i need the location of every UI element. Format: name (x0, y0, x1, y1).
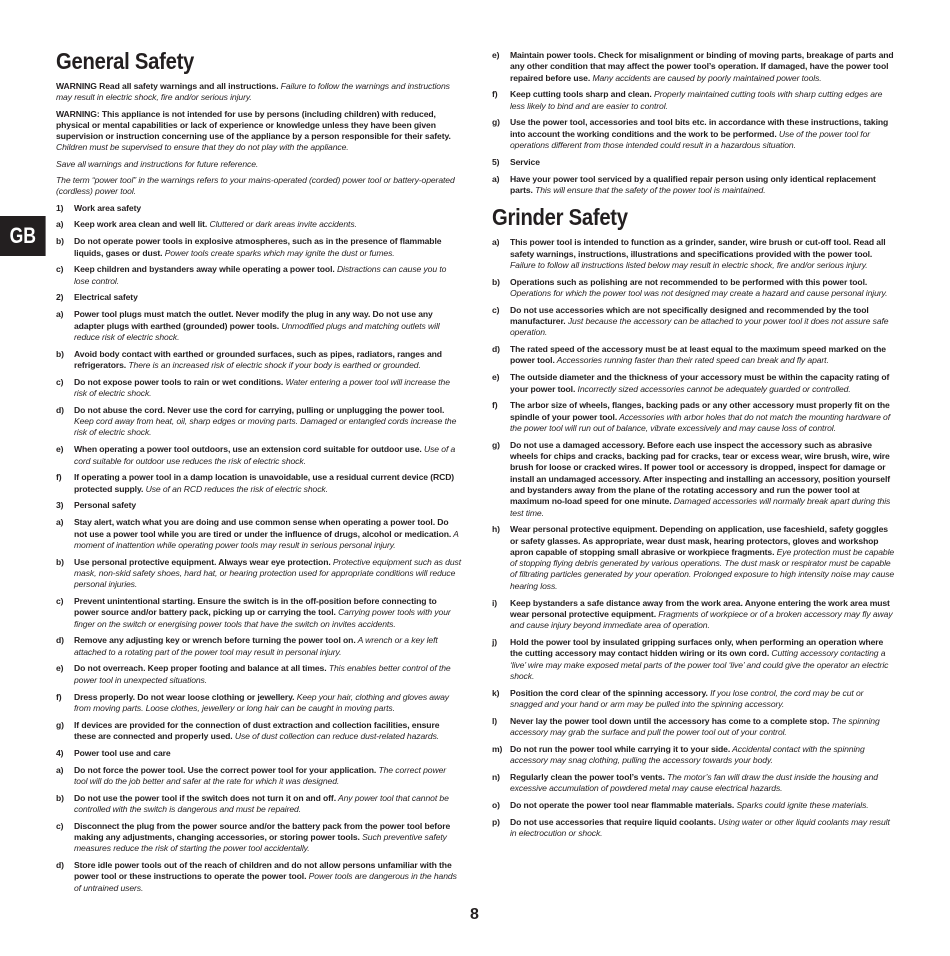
list-item-text (510, 277, 897, 300)
list-marker: g) (56, 719, 64, 730)
list-item (56, 692, 461, 715)
italic-text: Using water or other liquid coolants may result in electrocution or shock. (510, 816, 890, 839)
bold-text: Do not use the power tool if the switch does not turn it on and off. (74, 792, 336, 803)
list-item-text (74, 309, 461, 343)
italic-text: There is an increased risk of electric shock if your body is earthed or grounded. (126, 359, 421, 370)
bold-text: The outside diameter and the thickness of your accessory must be within the capacity rating of your power tool. (510, 372, 890, 394)
italic-text: Cutting accessory contacting a ‘live’ wire may make exposed metal parts of the power tool ‘live’ and could give the operator an electric shock. (510, 648, 889, 681)
bold-text: WARNING Read all safety warnings and all instructions. (56, 81, 279, 91)
list-item (56, 663, 461, 686)
list-item-text (510, 637, 897, 682)
list-marker: c) (56, 595, 64, 606)
list-item-text (510, 174, 897, 197)
list-item (56, 635, 461, 658)
list-item-text (510, 440, 897, 519)
italic-text: Use of an RCD reduces the risk of electric shock. (143, 483, 328, 494)
list-item (492, 372, 897, 395)
list-marker: a) (492, 173, 500, 184)
list-item-text (510, 89, 897, 112)
bold-text: Keep children and bystanders away while operating a power tool. (74, 264, 335, 275)
list-item-text (74, 692, 461, 715)
list-item-text (510, 800, 897, 811)
list-item (492, 817, 897, 840)
bold-text: Keep bystanders a safe distance away from the work area. Anyone entering the work area must wear personal protective equipment. (510, 597, 890, 619)
list-item-text (510, 305, 897, 339)
page-number: 8 (470, 906, 479, 923)
italic-text: Distractions can cause you to lose control. (74, 264, 447, 286)
general-safety-intro (56, 81, 461, 198)
list-item-text (74, 405, 461, 439)
list-item-text (510, 344, 897, 367)
list-item-text (74, 720, 461, 743)
list-marker: m) (492, 743, 503, 754)
list-item (56, 309, 461, 343)
list-marker: a) (56, 517, 64, 528)
list-marker: l) (492, 715, 498, 726)
italic-text: Accessories running faster than their rated speed can break and fly apart. (554, 355, 829, 366)
list-item-text (510, 157, 897, 168)
list-marker: b) (56, 792, 64, 803)
list-item (492, 598, 897, 632)
italic-text: The motor’s fan will draw the dust inside the housing and excessive accumulation of powdered metal may cause electrical hazards. (510, 771, 878, 794)
language-tab (0, 216, 46, 256)
list-item-text (74, 748, 461, 759)
bold-text: Keep work area clean and well lit. (74, 219, 208, 230)
italic-text: Just because the accessory can be attached to your power tool it does not assure safe operation. (510, 316, 889, 338)
italic-text: Incorrectly sized accessories cannot be adequately guarded or controlled. (575, 383, 851, 394)
bold-text: Do not use accessories that require liquid coolants. (510, 816, 716, 827)
list-item-text (74, 349, 461, 372)
list-marker: c) (56, 376, 64, 387)
italic-text: Power tools create sparks which may ignite the dust or fumes. (162, 247, 395, 258)
italic-text: Operations for which the power tool was not designed may create a hazard and cause personal injury. (510, 287, 888, 298)
general-safety-title: General Safety (56, 48, 195, 74)
list-marker: a) (56, 309, 64, 320)
intro-paragraph (56, 109, 461, 154)
bold-text: If devices are provided for the connection of dust extraction and collection facilities, ensure these are connected and properly used. (74, 719, 440, 741)
list-marker: 1) (56, 202, 64, 213)
list-item-text (510, 50, 897, 84)
language-tab-label: GB (9, 223, 36, 248)
bold-text: Use personal protective equipment. Always wear eye protection. (74, 556, 331, 567)
bold-text: Do not run the power tool while carrying it to your side. (510, 743, 731, 754)
list-item (492, 89, 897, 112)
list-item (56, 236, 461, 259)
list-marker: g) (492, 117, 500, 128)
list-item-text (74, 377, 461, 400)
list-marker: k) (492, 687, 500, 698)
italic-text: Unmodified plugs and matching outlets will reduce risk of electric shock. (74, 320, 440, 342)
list-marker: a) (56, 764, 64, 775)
list-item (492, 174, 897, 197)
bold-text: Do not force the power tool. Use the correct power tool for your application. (74, 764, 377, 775)
list-item-text (510, 598, 897, 632)
italic-text: The spinning accessory may grab the surface and pull the power tool out of your control. (510, 715, 880, 738)
list-item (492, 716, 897, 739)
list-item (56, 203, 461, 214)
italic-text: Accidental contact with the spinning accessory may snag clothing, pulling the accessory towards your body. (510, 743, 865, 766)
list-item-text (74, 219, 461, 230)
bold-text: Do not use a damaged accessory. Before each use inspect the accessory such as abrasive wheels for chips and cracks, backing pad for cracks, tear or excess wear, wire brush, wire, wire brush for loose or cracked wires. If power tool or accessory is dropped, inspect for damage or install an undamaged accessory. After inspecting and installing an accessory, position yourself and bystanders away from the plane of the rotating accessory and run the power tool at maximum no-load speed for one minute. (510, 439, 891, 507)
list-item (492, 277, 897, 300)
list-marker: c) (492, 304, 500, 315)
list-marker: n) (492, 771, 500, 782)
bold-text: Never lay the power tool down until the accessory has come to a complete stop. (510, 715, 830, 726)
list-item-text (510, 688, 897, 711)
list-item (56, 219, 461, 230)
italic-text: This enables better control of the power tool in unexpected situations. (74, 663, 451, 685)
bold-text: Dress properly. Do not wear loose clothing or jewellery. (74, 691, 295, 702)
italic-text: Eye protection must be capable of stopping flying debris generated by various operations. The dust mask or respirator must be capable of filtrating particles generated by your operation. Prolonged exposure to high intensity noise may cause hearing loss. (510, 546, 895, 591)
bold-text: WARNING: This appliance is not intended for use by persons (including children) with reduced, physical or mental capabilities or lack of experience or knowledge unless they have been given supervision or instruction concerning use of the appliance by a person responsible for their safety. (56, 108, 451, 142)
bold-text: Service (510, 156, 540, 167)
list-marker: f) (492, 400, 498, 411)
list-item (492, 157, 897, 168)
list-marker: a) (492, 237, 500, 248)
list-item (492, 237, 897, 271)
list-marker: d) (56, 635, 64, 646)
list-item (56, 292, 461, 303)
bold-text: Use the power tool, accessories and tool bits etc. in accordance with these instructions, taking into account the working conditions and the work to be performed. (510, 117, 889, 139)
list-item-text (74, 635, 461, 658)
italic-text: Use of a cord suitable for outdoor use reduces the risk of electric shock. (74, 444, 456, 466)
italic-text: A wrench or a key left attached to a rotating part of the power tool may result in personal injury. (74, 635, 438, 657)
bold-text: Hold the power tool by insulated gripping surfaces only, when performing an operation where the cutting accessory may contact hidden wiring or its own cord. (510, 636, 884, 659)
list-marker: 2) (56, 292, 64, 303)
italic-text: Protective equipment such as dust mask, non-skid safety shoes, hard hat, or hearing protection used for appropriate conditions will reduce personal injuries. (74, 556, 461, 590)
list-marker: f) (492, 89, 498, 100)
bold-text: Do not expose power tools to rain or wet conditions. (74, 376, 284, 387)
bold-text: Do not abuse the cord. Never use the cord for carrying, pulling or unplugging the power tool. (74, 404, 445, 415)
italic-text: Many accidents are caused by poorly maintained power tools. (590, 72, 822, 83)
list-item (56, 720, 461, 743)
list-item (492, 344, 897, 367)
list-item-text (510, 372, 897, 395)
italic-text: Cluttered or dark areas invite accidents. (207, 219, 357, 230)
bold-text: Stay alert, watch what you are doing and use common sense when operating a power tool. Do not use a power tool while you are tired or under the influence of drugs, alcohol or medication. (74, 517, 452, 539)
list-item (492, 50, 897, 84)
italic-text: Sparks could ignite these materials. (734, 800, 869, 811)
list-marker: d) (492, 344, 500, 355)
bold-text: The rated speed of the accessory must be at least equal to the maximum speed marked on the power tool. (510, 344, 886, 366)
list-marker: d) (56, 860, 64, 871)
italic-text: This will ensure that the safety of the power tool is maintained. (532, 184, 766, 195)
italic-text: The term “power tool” in the warnings refers to your mains-operated (corded) power tool or battery-operated (cordless) power tool. (56, 175, 455, 197)
list-item-text (74, 517, 461, 551)
italic-text: Children must be supervised to ensure that they do not play with the appliance. (56, 142, 349, 153)
bold-text: If operating a power tool in a damp location is unavoidable, use a residual current device (RCD) protected supply. (74, 472, 455, 494)
italic-text: Accessories with arbor holes that do not match the mounting hardware of the power tool will run out of balance, vibrate excessively and may cause loss of control. (510, 411, 891, 433)
bold-text: Regularly clean the power tool’s vents. (510, 771, 665, 782)
bold-text: Prevent unintentional starting. Ensure the switch is in the off-position before connecting to power source and/or battery pack, picking up or carrying the tool. (74, 595, 437, 618)
list-item-text (74, 236, 461, 259)
bold-text: Do not operate power tools in explosive atmospheres, such as in the presence of flammable liquids, gases or dust. (74, 236, 442, 258)
bold-text: Power tool use and care (74, 747, 171, 758)
italic-text: Properly maintained cutting tools with sharp cutting edges are less likely to bind and are easier to control. (510, 89, 883, 111)
list-marker: c) (56, 264, 64, 275)
list-marker: e) (492, 372, 500, 383)
italic-text: Keep your hair, clothing and gloves away from moving parts. Loose clothes, jewellery or long hair can be caught in moving parts. (74, 691, 449, 713)
list-item-text (74, 500, 461, 511)
list-item-text (74, 596, 461, 630)
bold-text: Remove any adjusting key or wrench before turning the power tool on. (74, 635, 356, 646)
bold-text: Operations such as polishing are not recommended to be performed with this power tool. (510, 276, 868, 287)
intro-paragraph (56, 175, 461, 198)
list-item (492, 772, 897, 795)
list-marker: 4) (56, 747, 64, 758)
list-item-text (74, 860, 461, 894)
bold-text: Disconnect the plug from the power source and/or the battery pack from the power tool before making any adjustments, changing accessories, or storing power tools. (74, 820, 451, 843)
list-marker: j) (492, 636, 498, 647)
list-item (492, 744, 897, 767)
list-item (56, 444, 461, 467)
left-column (56, 48, 461, 900)
list-marker: f) (56, 691, 62, 702)
list-marker: e) (56, 663, 64, 674)
list-item (492, 637, 897, 682)
bold-text: Avoid body contact with earthed or grounded surfaces, such as pipes, radiators, ranges and refrigerators. (74, 348, 442, 370)
list-item-text (510, 524, 897, 592)
grinder-safety-list (492, 237, 897, 839)
bold-text: Personal safety (74, 500, 137, 511)
list-item-text (510, 772, 897, 795)
bold-text: When operating a power tool outdoors, use an extension cord suitable for outdoor use. (74, 444, 422, 455)
list-marker: b) (56, 236, 64, 247)
italic-text: The correct power tool will do the job better and safer at the rate for which it was designed. (74, 764, 447, 786)
list-item (56, 377, 461, 400)
grinder-safety-title: Grinder Safety (492, 204, 628, 231)
list-item (492, 524, 897, 592)
bold-text: Do not overreach. Keep proper footing and balance at all times. (74, 663, 327, 674)
list-item-text (74, 472, 461, 495)
bold-text: Position the cord clear of the spinning accessory. (510, 687, 708, 698)
list-item (492, 688, 897, 711)
list-item (56, 500, 461, 511)
bold-text: Maintain power tools. Check for misalignment or binding of moving parts, breakage of parts and any other condition that may affect the power tool’s operation. If damaged, have the power tool repaired before use. (510, 50, 894, 83)
list-item (56, 821, 461, 855)
list-item (56, 748, 461, 759)
bold-text: This power tool is intended to function as a grinder, sander, wire brush or cut-off tool. Read all safety warnings, instructions, illustrations and specifications provided with the power tool. (510, 237, 886, 259)
italic-text: Use of the power tool for operations different from those intended could result in a hazardous situation. (510, 128, 871, 151)
list-item-text (74, 765, 461, 788)
list-marker: f) (56, 472, 62, 483)
list-marker: b) (56, 348, 64, 359)
list-item-text (74, 264, 461, 287)
italic-text: Water entering a power tool will increase the risk of electric shock. (74, 376, 450, 399)
list-item (492, 117, 897, 151)
list-item-text (74, 292, 461, 303)
list-marker: p) (492, 816, 500, 827)
italic-text: Failure to follow all instructions listed below may result in electric shock, fire and/or serious injury. (510, 259, 868, 270)
general-safety-list-continued (492, 50, 897, 196)
list-item (56, 860, 461, 894)
list-item (56, 264, 461, 287)
list-item (56, 793, 461, 816)
list-item-text (510, 744, 897, 767)
intro-paragraph (56, 159, 461, 170)
list-item (56, 557, 461, 591)
list-item-text (510, 400, 897, 434)
list-item-text (510, 237, 897, 271)
italic-text: If you lose control, the cord may be cut or snagged and your hand or arm may be pulled into the spinning accessory. (510, 687, 864, 709)
italic-text: A moment of inattention while operating power tools may result in serious personal injury. (74, 528, 459, 550)
list-item-text (74, 444, 461, 467)
list-marker: b) (56, 556, 64, 567)
list-item (56, 405, 461, 439)
list-marker: e) (492, 50, 500, 60)
list-item-text (74, 557, 461, 591)
italic-text: Fragments of workpiece or of a broken accessory may fly away and cause injury beyond immediate area of operation. (510, 608, 893, 631)
list-item (56, 349, 461, 372)
list-item (492, 440, 897, 519)
list-marker: i) (492, 597, 498, 608)
right-column (492, 50, 897, 845)
bold-text: Work area safety (74, 202, 142, 213)
list-item (56, 472, 461, 495)
list-item-text (510, 117, 897, 151)
list-item (492, 800, 897, 811)
list-marker: 3) (56, 500, 64, 511)
bold-text: Do not use accessories which are not specifically designed and recommended by the tool manufacturer. (510, 304, 869, 327)
bold-text: The arbor size of wheels, flanges, backing pads or any other accessory must properly fit on the spindle of your power tool. (510, 400, 890, 422)
italic-text: Carrying power tools with your finger on the switch or energising power tools that have the switch on invites accidents. (74, 607, 451, 629)
general-safety-list (56, 203, 461, 894)
list-marker: b) (492, 276, 500, 287)
list-marker: d) (56, 404, 64, 415)
italic-text: Use of dust collection can reduce dust-related hazards. (232, 730, 440, 741)
list-item-text (510, 817, 897, 840)
bold-text: Have your power tool serviced by a qualified repair person using only identical replacement parts. (510, 173, 876, 195)
bold-text: Power tool plugs must match the outlet. Never modify the plug in any way. Do not use any adapter plugs with earthed (grounded) power tools. (74, 309, 433, 331)
list-item (56, 517, 461, 551)
list-item-text (74, 821, 461, 855)
bold-text: Electrical safety (74, 292, 138, 303)
list-item-text (74, 793, 461, 816)
italic-text: Power tools are dangerous in the hands of untrained users. (74, 871, 457, 893)
list-item (492, 400, 897, 434)
list-item (56, 596, 461, 630)
italic-text: Failure to follow the warnings and instructions may result in electric shock, fire and/or serious injury. (56, 81, 450, 103)
list-marker: e) (56, 444, 64, 455)
list-marker: a) (56, 219, 64, 230)
list-marker: o) (492, 800, 500, 811)
list-marker: 5) (492, 156, 500, 167)
list-marker: g) (492, 439, 500, 450)
italic-text: Any power tool that cannot be controlled with the switch is dangerous and must be repaired. (74, 792, 449, 814)
list-item-text (74, 203, 461, 214)
list-item (56, 765, 461, 788)
italic-text: Damaged accessories will normally break apart during this test time. (510, 496, 891, 518)
italic-text: Such preventive safety measures reduce the risk of starting the power tool accidentally. (74, 832, 447, 854)
list-item-text (510, 716, 897, 739)
list-marker: h) (492, 524, 500, 535)
italic-text: Keep cord away from heat, oil, sharp edges or moving parts. Damaged or entangled cords increase the risk of electric shock. (74, 416, 457, 438)
list-marker: c) (56, 820, 64, 831)
list-item (492, 305, 897, 339)
bold-text: Wear personal protective equipment. Depending on application, use faceshield, safety goggles or safety glasses. As appropriate, wear dust mask, hearing protectors, gloves and workshop apron capable of stopping small abrasive or workpiece fragments. (510, 524, 888, 557)
bold-text: Keep cutting tools sharp and clean. (510, 89, 652, 100)
italic-text: Save all warnings and instructions for future reference. (56, 158, 259, 169)
list-item-text (74, 663, 461, 686)
bold-text: Store idle power tools out of the reach of children and do not allow persons unfamiliar with the power tool or these instructions to operate the power tool. (74, 860, 452, 882)
bold-text: Do not operate the power tool near flammable materials. (510, 800, 735, 811)
intro-paragraph (56, 81, 461, 104)
